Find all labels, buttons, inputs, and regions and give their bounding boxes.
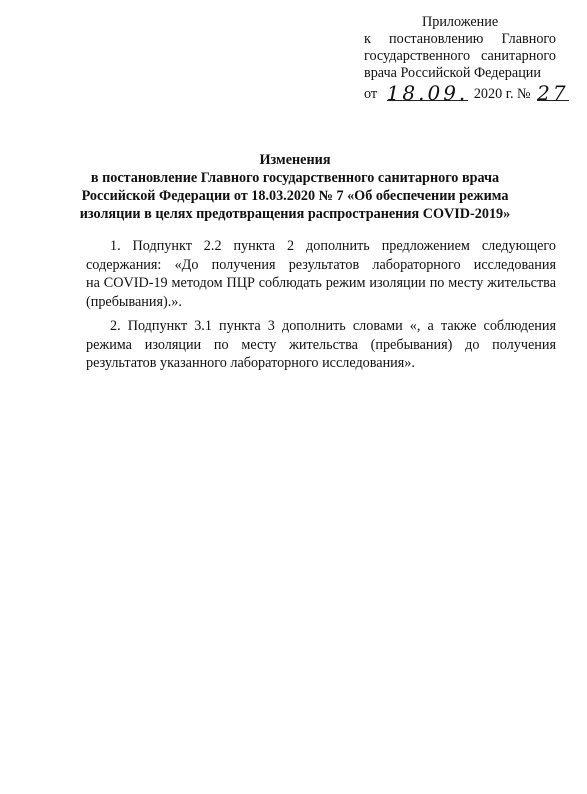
paragraph-line: режима изоляции по месту жительства (пребывания) до получения xyxy=(86,336,556,353)
paragraph-line: результатов указанного лабораторного исследования». xyxy=(86,355,415,371)
appendix-line: к постановлению Главного xyxy=(364,31,556,47)
paragraph-1 xyxy=(86,237,556,311)
title-line: изоляции в целях предотвращения распространения COVID-2019» xyxy=(79,206,511,222)
document-title xyxy=(60,151,530,223)
appendix-line: врача Российской Федерации xyxy=(364,65,541,81)
paragraph-2 xyxy=(86,317,556,373)
appendix-title: Приложение xyxy=(422,14,499,30)
document-body xyxy=(86,237,556,379)
appendix-date-row xyxy=(364,81,569,105)
paragraph-line: на COVID-19 методом ПЦР соблюдать режим изоляции по месту жительства xyxy=(86,275,556,291)
appendix-block xyxy=(364,14,569,105)
paragraph-line: содержания: «До получения результатов лабораторного исследования xyxy=(86,256,556,273)
appendix-line: государственного санитарного xyxy=(364,48,556,64)
year-number-label: 2020 г. № xyxy=(473,86,531,102)
paragraph-line: 2. Подпункт 3.1 пункта 3 дополнить словами «, а также соблюдения xyxy=(110,318,556,334)
title-line: Российской Федерации от 18.03.2020 № 7 «Об обеспечении режима xyxy=(81,188,509,204)
title-line: в постановление Главного государственного санитарного врача xyxy=(90,170,500,186)
paragraph-line: 1. Подпункт 2.2 пункта 2 дополнить предложением следующего xyxy=(110,238,556,254)
paragraph-line: (пребывания).». xyxy=(86,293,182,310)
handwritten-date: 18.09. xyxy=(386,81,469,105)
handwritten-number: 27 xyxy=(537,81,569,105)
date-prefix: от xyxy=(364,86,378,102)
title-line: Изменения xyxy=(259,152,331,168)
